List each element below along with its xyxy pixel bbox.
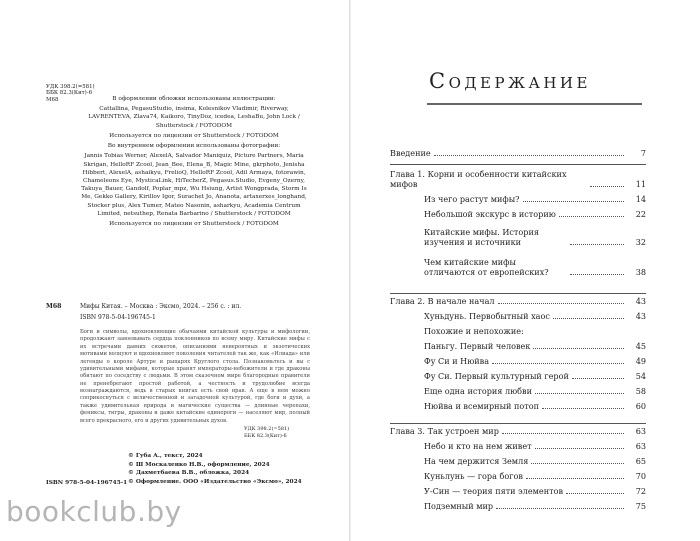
toc-entry-label: На чем держится Земля [424, 456, 529, 466]
leader-dots [502, 433, 624, 434]
toc-title: Содержание [429, 69, 591, 93]
toc-page-number: 63 [635, 441, 646, 451]
leader-dots [434, 155, 624, 156]
leader-dots [498, 303, 624, 304]
leader-dots [496, 508, 624, 509]
leader-dots [553, 318, 624, 319]
toc-entry[interactable] [390, 194, 646, 205]
isbn-line: ISBN 978-5-04-196745-1 [80, 314, 156, 321]
toc-page-number: 7 [640, 148, 646, 158]
leader-dots [566, 493, 624, 494]
toc-page-number: 43 [635, 296, 646, 306]
leader-dots [523, 201, 624, 202]
toc-entry[interactable] [390, 401, 646, 412]
leader-dots [535, 393, 624, 394]
toc-entry-label: Еще одна история любви [424, 386, 532, 396]
copyright-line: © Оформление. ООО «Издательство «Эксмо», 2024 [128, 479, 302, 486]
toc-entry-label: Небольшой экскурс в историю [424, 209, 556, 219]
toc-entry-label: Введение [390, 148, 431, 158]
bibliographic-entry: Мифы Китая. – Москва : Эксмо, 2024. – 256 с. : ил. [80, 303, 242, 310]
toc-page-number: 14 [635, 194, 646, 204]
udk-line: УДК 398.2(=581) [46, 84, 95, 90]
photo-credits: Jannis Tobias Werner, AlexelA, Salvador Maniquiz, Picture Partners, Maria Skrigan, HelloRF Zcool, Jean_Bee, Elena_B, Magic Mine, gkrphoto, Jenisha Hibbert, AlexelA, ashaikyu, FrelioQ, HelloRF Zcool, Adil Armaya, fotorawin, Chameleons Eye, MysticaLink, HiTecherZ, Pegasus.Studio, Evgeny_Ozerny, Takuya_Bauer, Gandolf, Poplar_mpz, Wu Hsiung, Artist Wongprada, Storm Is Me, Gekko Gallery, Kirillov Igor, Surachet Jo, Ananota, artaxerxes_longhand, Stocker plus, Alex Tumer, Mateo Nasonin, asharkyu, Academia Centrum Limited, netsuthep, Renata Barbarino / Shutterstock / FOTODOM [81, 153, 307, 217]
toc-entry-label: Чем китайские мифы отличаются от европейских? [424, 256, 549, 278]
toc-entry[interactable] [390, 224, 646, 248]
license-note-1: Используется по лицензии от Shutterstock / FOTODOM [109, 132, 279, 139]
toc-entry-label: Фу Си и Нюйва [424, 356, 490, 366]
license-note-2: Используется по лицензии от Shutterstock / FOTODOM [109, 221, 279, 228]
chapter-divider [390, 423, 646, 424]
illustrations-heading: В оформлении обложки использованы иллюстрации: [112, 96, 276, 102]
toc-entry[interactable] [390, 326, 646, 337]
toc-entry[interactable] [390, 209, 646, 220]
toc-entry-label: Глава 1. Корни и особенности китайских мифов [390, 168, 567, 190]
leader-dots [559, 216, 624, 217]
toc-page-number: 75 [635, 501, 646, 511]
toc-entry-label: Из чего растут мифы? [424, 194, 520, 204]
toc-entry-label: Глава 3. Так устроен мир [390, 426, 499, 436]
toc-entry-intro[interactable] [390, 148, 646, 159]
leader-dots [533, 348, 624, 349]
toc-entry[interactable] [390, 501, 646, 512]
toc-page-number: 72 [635, 486, 646, 496]
toc-page-number: 32 [635, 237, 646, 248]
toc-page-number: 22 [635, 209, 646, 219]
toc-page-number: 11 [635, 179, 646, 190]
copyright-block [128, 452, 328, 487]
leader-dots [535, 448, 624, 449]
toc-entry[interactable] [390, 456, 646, 467]
toc-entry-chapter-1[interactable] [390, 168, 646, 190]
annotation: Боги и символы, вдохновляющие обычаями китайской культуры и мифологии, продолжают завоевывать сердца поклонников по всему миру. Китайские мифы с их встречами давних сюжетов, описаниями невероятных и экзотических мотивами волнуют и вдохновляют поколения читателей так же, как «Илиада» или легенды о короле Артуре и рыцарях Круглого стола. Познакомьтесь и вы с удивительными мифами, которые хранят императоры-небожители и где драконы обитают по соседству с людьми. В этом сказочном мире благородные правители не пренебрегают простой работой, а честность и трудолюбие всегда вознаграждаются, ведь в старых книгах есть свой нрав. А еще в нем можно соприкоснуться с величественной и загадочной культурой, где боги и духи, а также удивительная природа и магические существа — длинные черепахи, фениксы, тигры, драконы и даже китайские единороги — населяют мир, полный всего прекрасного, его и других удивительных духов. [80, 329, 310, 424]
toc-page-number: 63 [635, 426, 646, 436]
toc-entry-label: Фу Си. Первый культурный герой [424, 371, 569, 381]
toc-entry-label: Китайские мифы. История изучения и источники [424, 226, 539, 248]
toc-page-number: 49 [635, 356, 646, 366]
leader-dots [572, 378, 624, 379]
watermark: bookclub.by [6, 495, 182, 528]
toc-page-number: 54 [635, 371, 646, 381]
bbk-line: ББК 82.3(Кит)-6 [244, 432, 287, 439]
chapter-divider [390, 164, 646, 165]
leader-dots [542, 408, 624, 409]
toc-entry[interactable] [390, 441, 646, 452]
toc-page-number: 60 [635, 401, 646, 411]
udk-line: УДК 398.2(=581) [244, 426, 290, 432]
toc-entry[interactable] [390, 341, 646, 352]
leader-dots [570, 244, 624, 245]
copyright-line: © Губа А., текст, 2024 [128, 453, 203, 459]
toc-entry-label: Паньгу. Первый человек [424, 341, 531, 351]
toc-entry-label: Небо и кто на нем живет [424, 441, 532, 451]
toc-entry[interactable] [390, 486, 646, 497]
copyright-line: © Дахметбаева В.В., обложка, 2024 [128, 470, 250, 477]
chapter-divider [390, 293, 646, 294]
leader-dots [526, 478, 624, 479]
m68-line: М68 [46, 96, 59, 103]
bbk-line: ББК 82.3(Кит)-6 [46, 90, 93, 97]
isbn-footer: ISBN 978-5-04-196745-1 [46, 480, 128, 486]
leader-dots [570, 274, 624, 275]
toc-entry[interactable] [390, 386, 646, 397]
leader-dots [531, 463, 624, 464]
toc-entry-label: Подземный мир [424, 501, 494, 511]
toc-entry[interactable] [390, 356, 646, 367]
toc-entry[interactable] [390, 311, 646, 322]
leader-dots [590, 186, 624, 187]
toc-entry-label: Похожие и непохожие: [424, 326, 524, 336]
cover-credits: Cattallina, PegasuStudio, insima, Kolesnikov Vladimir, Riverway, LAVRENTEVA, Zlava74, Kaikoro, TinyDoz, icedea, LeshaBu, John Lock / Shutterstock / FOTODOM [88, 106, 300, 129]
toc-page-number: 58 [635, 386, 646, 396]
m68-code: М68 [46, 303, 62, 310]
toc-page-number: 43 [635, 311, 646, 321]
toc-entry-chapter-3[interactable] [390, 426, 646, 437]
toc-entry[interactable] [390, 254, 646, 278]
toc-page-number: 45 [635, 341, 646, 351]
toc-entry-chapter-2[interactable] [390, 296, 646, 307]
toc-entry-label: Нюйва и всемирный потоп [424, 401, 539, 411]
toc-page-number: 70 [635, 471, 646, 481]
copyright-line: © Ш Москаленко Н.В., оформление, 2024 [128, 461, 270, 468]
toc-entry[interactable] [390, 471, 646, 482]
udk-repeat [244, 426, 289, 439]
toc-entry-label: Глава 2. В начале начал [390, 296, 495, 306]
title-rule [427, 103, 642, 105]
leader-dots [492, 363, 624, 364]
photos-heading: Во внутреннем оформлении использованы фотографии: [107, 143, 281, 150]
toc-entry-label: У-Син — теория пяти элементов [424, 486, 563, 496]
toc-entry-label: Хуньдунь. Первобытный хаос [424, 311, 550, 321]
illustration-credits [78, 95, 310, 230]
toc-page-number: 65 [635, 456, 646, 466]
toc-entry-label: Куньлунь — гора богов [424, 471, 523, 481]
toc-page-number: 38 [635, 267, 646, 278]
left-page [0, 0, 349, 541]
toc-entry[interactable] [390, 371, 646, 382]
